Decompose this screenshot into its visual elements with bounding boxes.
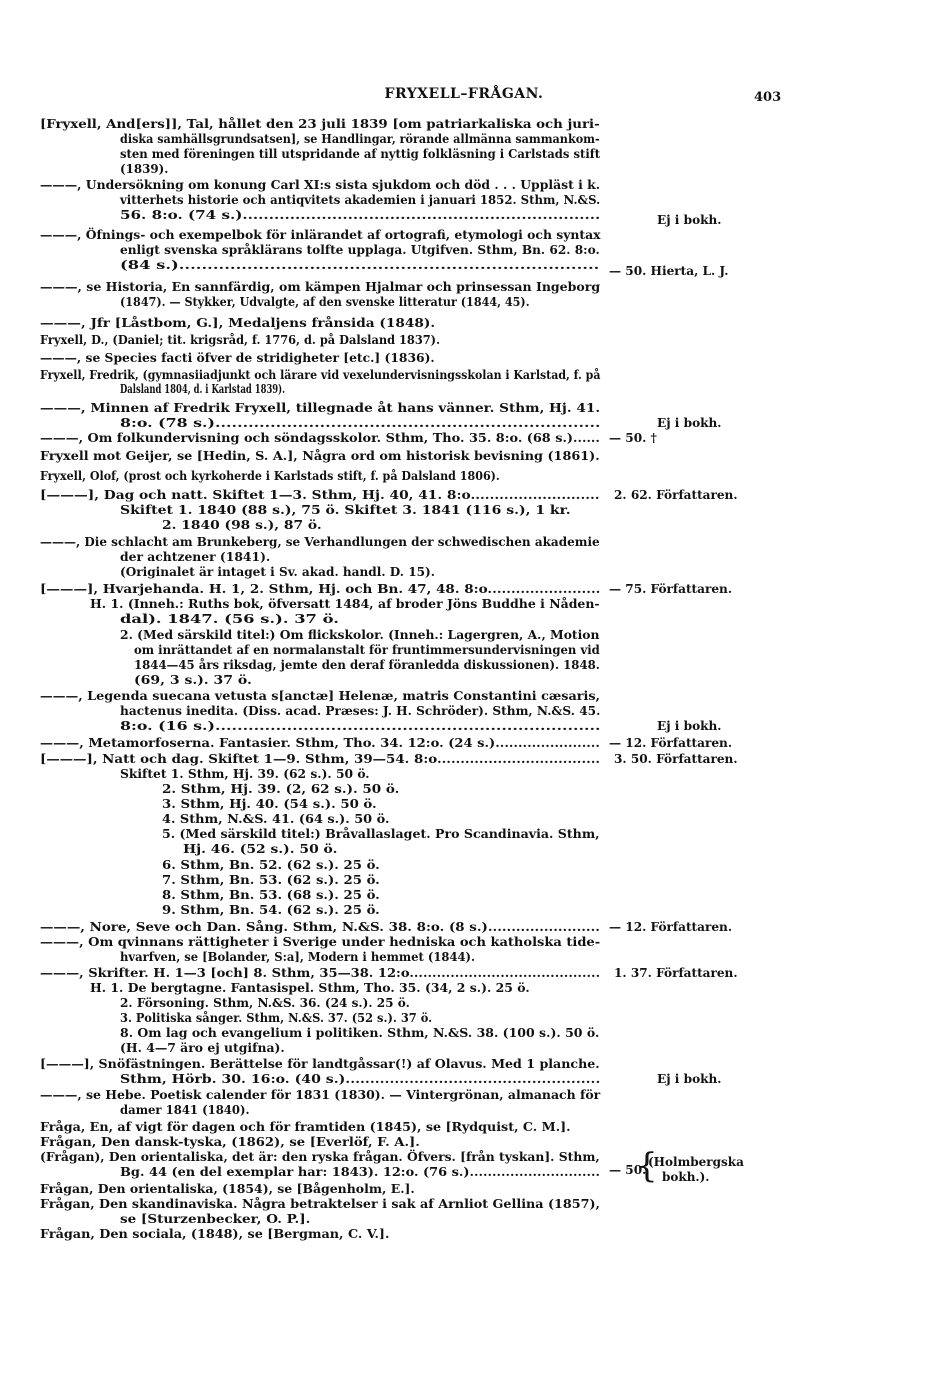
entry-line: Skiftet 1. Sthm, Hj. 39. (62 s.). 50 ö. xyxy=(120,767,370,781)
entry-line: Skiftet 1. 1840 (88 s.), 75 ö. Skiftet 3. 1841 (116 s.), 1 kr. xyxy=(120,503,571,517)
entry-line: Sthm, Hörb. 30. 16:o. (40 s.).................................................... xyxy=(120,1072,601,1086)
availability-note: — 12. Författaren. xyxy=(609,736,733,750)
publisher-line-1: (Holmbergska xyxy=(648,1155,744,1169)
entry-line: diska samhällsgrundsatsen], se Handlingar, rörande allmänna sammankom- xyxy=(120,132,600,146)
entry-line: 2. (Med särskild titel:) Om flickskolor. (Inneh.: Lagergren, A., Motion xyxy=(120,628,600,642)
entry-line: 6. Sthm, Bn. 52. (62 s.). 25 ö. xyxy=(162,858,380,872)
entry-line: Frågan, Den sociala, (1848), se [Bergman, C. V.]. xyxy=(40,1227,390,1241)
entry-line: hactenus inedita. (Diss. acad. Præses: J. H. Schröder). Sthm, N.&S. 45. xyxy=(120,704,601,718)
entry-line: se [Sturzenbecker, O. P.]. xyxy=(120,1212,311,1226)
entry-line: ———, Om qvinnans rättigheter i Sverige under hedniska och katholska tide- xyxy=(40,935,601,949)
entry-line: ———, Legenda suecana vetusta s[anctæ] Helenæ, matris Constantini cæsaris, xyxy=(40,689,600,703)
entry-line: Fryxell mot Geijer, se [Hedin, S. A.], Några ord om historisk bevisning (1861). xyxy=(40,449,600,463)
entry-line: 3. Politiska sånger. Sthm, N.&S. 37. (52 s.). 37 ö. xyxy=(120,1011,433,1025)
entry-line: 5. (Med särskild titel:) Bråvallaslaget. Pro Scandinavia. Sthm, xyxy=(162,827,600,841)
entry-line: 8:o. (16 s.)...................................................................... xyxy=(120,719,601,733)
entry-line: sten med föreningen till utspridande af nyttig folkläsning i Carlstads stift xyxy=(120,147,601,161)
entry-line: 2. Sthm, Hj. 39. (2, 62 s.). 50 ö. xyxy=(162,782,400,796)
availability-note: — 50. Hierta, L. J. xyxy=(609,264,729,278)
entry-line: H. 1. (Inneh.: Ruths bok, öfversatt 1484, af broder Jöns Buddhe i Nåden- xyxy=(90,597,600,611)
entry-line: 8. Sthm, Bn. 53. (68 s.). 25 ö. xyxy=(162,888,380,902)
entry-line: Fryxell, Fredrik, (gymnasiiadjunkt och lärare vid vexelundervisningsskolan i Karlstad, f. på xyxy=(40,368,601,382)
entry-line: [———], Snöfästningen. Berättelse för landtgåssar(!) af Olavus. Med 1 planche. xyxy=(40,1057,600,1071)
entry-line: ———, se Species facti öfver de stridigheter [etc.] (1836). xyxy=(40,351,435,365)
entry-line: 2. 1840 (98 s.), 87 ö. xyxy=(162,518,322,532)
entry-line: om inrättandet af en normalanstalt för fruntimmersundervisningen vid xyxy=(134,643,600,657)
availability-note: — 12. Författaren. xyxy=(609,920,733,934)
entry-line: 56. 8:o. (74 s.).................................................................... xyxy=(120,208,601,222)
entry-line: H. 1. De bergtagne. Fantasispel. Sthm, Tho. 35. (34, 2 s.). 25 ö. xyxy=(90,981,530,995)
entry-line: Fryxell, D., (Daniel; tit. krigsråd, f. 1776, d. på Dalsland 1837). xyxy=(40,333,441,347)
entry-line: ———, Öfnings- och exempelbok för inlärandet af ortografi, etymologi och syntax xyxy=(40,228,601,242)
entry-line: (Frågan), Den orientaliska, det är: den ryska frågan. Öfvers. [från tyskan]. Sthm, xyxy=(40,1150,600,1164)
entry-line: 1844—45 års riksdag, jemte den deraf föranledda diskussionen). 1848. xyxy=(134,658,600,672)
entry-line: damer 1841 (1840). xyxy=(120,1103,250,1117)
entry-line: enligt svenska språklärans tolfte upplaga. Utgifven. Sthm, Bn. 62. 8:o. xyxy=(120,243,600,257)
entry-line: ———, Undersökning om konung Carl XI:s sista sjukdom och död . . . Uppläst i k. xyxy=(40,178,601,192)
entry-line: [———], Hvarjehanda. H. 1, 2. Sthm, Hj. och Bn. 47, 48. 8:o........................ xyxy=(40,582,601,596)
entry-line: [———], Dag och natt. Skiftet 1—3. Sthm, Hj. 40, 41. 8:o........................... xyxy=(40,488,600,502)
entry-line: ———, Nore, Seve och Dan. Sång. Sthm, N.&S. 38. 8:o. (8 s.)........................ xyxy=(40,920,600,934)
entry-line: vitterhets historie och antiqvitets akademien i januari 1852. Sthm, N.&S. xyxy=(120,193,601,207)
entry-line: ———, Skrifter. H. 1—3 [och] 8. Sthm, 35—38. 12:o.......................................... xyxy=(40,966,601,980)
entry-line: Hj. 46. (52 s.). 50 ö. xyxy=(183,842,338,856)
entry-line: ———, Die schlacht am Brunkeberg, se Verhandlungen der schwedischen akademie xyxy=(40,535,600,549)
entry-line: Fråga, En, af vigt för dagen och för framtiden (1845), se [Rydquist, C. M.]. xyxy=(40,1120,571,1134)
entry-line: 9. Sthm, Bn. 54. (62 s.). 25 ö. xyxy=(162,903,380,917)
entry-line: der achtzener (1841). xyxy=(120,550,271,564)
entry-line: 8. Om lag och evangelium i politiken. Sthm, N.&S. 38. (100 s.). 50 ö. xyxy=(120,1026,600,1040)
availability-note: 2. 62. Författaren. xyxy=(614,488,738,502)
entry-line: ———, Jfr [Låstbom, G.], Medaljens frånsida (1848). xyxy=(40,316,436,330)
entry-line: (1847). — Stykker, Udvalgte, af den svenske litteratur (1844, 45). xyxy=(120,295,530,309)
entry-line: ———, se Historia, En sannfärdig, om kämpen Hjalmar och prinsessan Ingeborg xyxy=(40,280,601,294)
availability-note: Ej i bokh. xyxy=(657,719,722,733)
entry-line: [Fryxell, And[ers]], Tal, hållet den 23 juli 1839 [om patriarkaliska och juri- xyxy=(40,117,600,131)
entry-line: [———], Natt och dag. Skiftet 1—9. Sthm, 39—54. 8:o................................... xyxy=(40,752,601,766)
entry-line: Frågan, Den dansk-tyska, (1862), se [Everlöf, F. A.]. xyxy=(40,1135,420,1149)
entry-line: 8:o. (78 s.)...................................................................... xyxy=(120,416,601,430)
curly-brace-glyph: { xyxy=(636,1146,658,1186)
publisher-line-2: bokh.). xyxy=(662,1170,710,1184)
entry-line: ———, Minnen af Fredrik Fryxell, tillegnade åt hans vänner. Sthm, Hj. 41. xyxy=(40,401,601,415)
availability-note: — 50. † xyxy=(609,431,657,445)
availability-note: 3. 50. Författaren. xyxy=(614,752,738,766)
page-number: 403 xyxy=(754,90,782,105)
entry-line: ———, se Hebe. Poetisk calender för 1831 (1830). — Vintergrönan, almanach för xyxy=(40,1088,601,1102)
entry-line: (84 s.).......................................................................... xyxy=(120,258,600,272)
availability-note: — 50. xyxy=(609,1163,647,1177)
availability-note: Ej i bokh. xyxy=(657,1072,722,1086)
availability-note: Ej i bokh. xyxy=(657,416,722,430)
entry-line: 7. Sthm, Bn. 53. (62 s.). 25 ö. xyxy=(162,873,380,887)
entry-line: Dalsland 1804, d. i Karlstad 1839). xyxy=(120,382,286,396)
running-head-title: FRYXELL–FRÅGAN. xyxy=(384,86,544,102)
entry-line: Fryxell, Olof, (prost och kyrkoherde i Karlstads stift, f. på Dalsland 1806). xyxy=(40,469,500,483)
entry-line: Frågan, Den skandinaviska. Några betraktelser i sak af Arnliot Gellina (1857), xyxy=(40,1197,600,1211)
publisher-brace xyxy=(636,1146,756,1188)
entry-line: Frågan, Den orientaliska, (1854), se [Bågenholm, E.]. xyxy=(40,1182,415,1196)
availability-note: Ej i bokh. xyxy=(657,213,722,227)
entry-line: 2. Försoning. Sthm, N.&S. 36. (24 s.). 25 ö. xyxy=(120,996,410,1010)
availability-note: — 75. Författaren. xyxy=(609,582,733,596)
entry-line: (H. 4—7 äro ej utgifna). xyxy=(120,1041,285,1055)
entry-line: (Originalet är intaget i Sv. akad. handl. D. 15). xyxy=(120,565,435,579)
entry-line: (69, 3 s.). 37 ö. xyxy=(134,673,252,687)
entry-line: hvarfven, se [Bolander, S:a], Modern i hemmet (1844). xyxy=(120,950,476,964)
availability-note: 1. 37. Författaren. xyxy=(614,966,738,980)
entry-line: ———, Om folkundervisning och söndagsskolor. Sthm, Tho. 35. 8:o. (68 s.)...... xyxy=(40,431,600,445)
entry-line: ———, Metamorfoserna. Fantasier. Sthm, Tho. 34. 12:o. (24 s.)....................... xyxy=(40,736,600,750)
entry-line: 4. Sthm, N.&S. 41. (64 s.). 50 ö. xyxy=(162,812,390,826)
entry-line: Bg. 44 (en del exemplar har: 1843). 12:o. (76 s.)............................. xyxy=(120,1165,601,1179)
entry-line: 3. Sthm, Hj. 40. (54 s.). 50 ö. xyxy=(162,797,377,811)
entry-line: (1839). xyxy=(120,162,169,176)
entry-line: dal). 1847. (56 s.). 37 ö. xyxy=(120,612,339,626)
